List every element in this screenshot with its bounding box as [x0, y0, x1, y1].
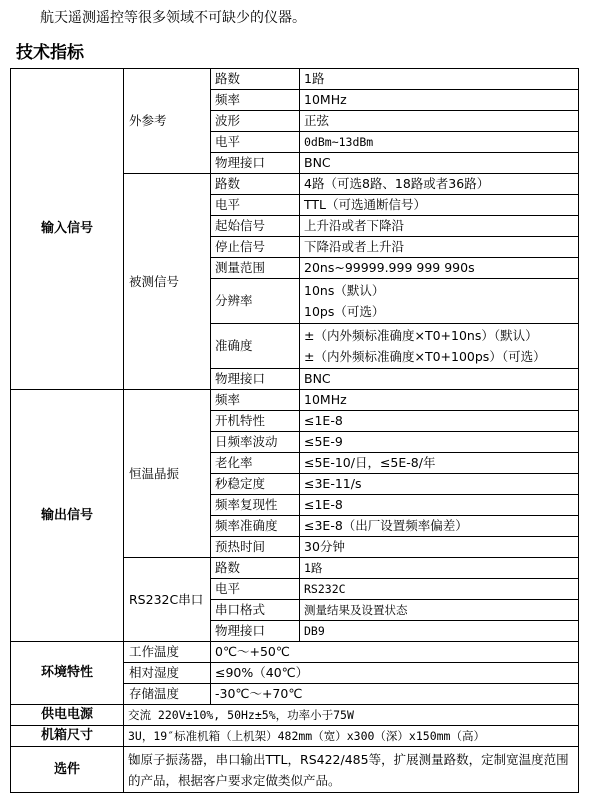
param-value: ≤5E-9	[300, 432, 579, 453]
section-title: 技术指标	[16, 43, 84, 63]
param-value: ≤3E-8（出厂设置频率偏差）	[300, 516, 579, 537]
param-name: 存储温度	[124, 684, 211, 705]
param-value: -30℃～+70℃	[211, 684, 579, 705]
param-name: 路数	[211, 174, 300, 195]
param-value: BNC	[300, 153, 579, 174]
param-value: DB9	[300, 621, 579, 642]
param-name: 准确度	[211, 324, 300, 369]
param-name: 老化率	[211, 453, 300, 474]
table-row	[11, 726, 579, 747]
param-name: 电平	[211, 195, 300, 216]
table-row	[11, 642, 579, 663]
subgroup-label-ext-ref: 外参考	[124, 69, 211, 174]
param-value: 1路	[300, 69, 579, 90]
param-value	[300, 324, 579, 369]
param-value: 30分钟	[300, 537, 579, 558]
param-value: 20ns~99999.999 999 990s	[300, 258, 579, 279]
param-name: 串口格式	[211, 600, 300, 621]
chassis-value: 3U，19″标准机箱（上机架）482mm（宽）x300（深）x150mm（高）	[124, 726, 579, 747]
param-value: ≤1E-8	[300, 411, 579, 432]
group-label-chassis: 机箱尺寸	[11, 726, 124, 747]
param-name: 物理接口	[211, 153, 300, 174]
param-value: 下降沿或者上升沿	[300, 237, 579, 258]
param-value-line: 10ps（可选）	[304, 304, 385, 319]
param-value: 测量结果及设置状态	[300, 600, 579, 621]
param-name: 预热时间	[211, 537, 300, 558]
group-label-output: 输出信号	[11, 390, 124, 642]
param-value-line: 10ns（默认）	[304, 283, 385, 298]
param-name: 日频率波动	[211, 432, 300, 453]
param-name: 频率准确度	[211, 516, 300, 537]
param-name: 工作温度	[124, 642, 211, 663]
subgroup-label-ocxo: 恒温晶振	[124, 390, 211, 558]
group-label-input: 输入信号	[11, 69, 124, 390]
param-value: 10MHz	[300, 390, 579, 411]
param-name: 物理接口	[211, 621, 300, 642]
param-value: 0dBm~13dBm	[300, 132, 579, 153]
param-value-line: ±（内外频标准确度×T0+10ns）（默认）	[304, 328, 538, 343]
table-row	[11, 705, 579, 726]
param-name: 相对湿度	[124, 663, 211, 684]
param-name: 频率	[211, 90, 300, 111]
param-name: 分辨率	[211, 279, 300, 324]
param-value: TTL（可选通断信号）	[300, 195, 579, 216]
spec-table	[10, 68, 579, 793]
options-value: 铷原子振荡器，串口输出TTL，RS422/485等，扩展测量路数，定制宽温度范围的产品，根据客户要求定做类似产品。	[124, 747, 579, 793]
param-name: 物理接口	[211, 369, 300, 390]
param-name: 测量范围	[211, 258, 300, 279]
param-value	[300, 279, 579, 324]
param-name: 路数	[211, 69, 300, 90]
param-name: 频率复现性	[211, 495, 300, 516]
param-value-line: ±（内外频标准确度×T0+100ps）（可选）	[304, 349, 546, 364]
subgroup-label-measured: 被测信号	[124, 174, 211, 390]
group-label-environment: 环境特性	[11, 642, 124, 705]
table-row	[11, 390, 579, 411]
param-name: 电平	[211, 132, 300, 153]
param-value: 上升沿或者下降沿	[300, 216, 579, 237]
intro-text: 航天遥测遥控等很多领域不可缺少的仪器。	[40, 10, 306, 26]
param-value: ≤3E-11/s	[300, 474, 579, 495]
table-row	[11, 747, 579, 793]
param-value: 正弦	[300, 111, 579, 132]
param-name: 波形	[211, 111, 300, 132]
param-name: 频率	[211, 390, 300, 411]
param-value: ≤1E-8	[300, 495, 579, 516]
param-value: 10MHz	[300, 90, 579, 111]
param-value: 4路（可选8路、18路或者36路）	[300, 174, 579, 195]
param-value: BNC	[300, 369, 579, 390]
param-name: 起始信号	[211, 216, 300, 237]
param-value: 0℃～+50℃	[211, 642, 579, 663]
power-value: 交流 220V±10%, 50Hz±5%，功率小于75W	[124, 705, 579, 726]
param-value: ≤90%（40℃）	[211, 663, 579, 684]
param-name: 开机特性	[211, 411, 300, 432]
param-name: 电平	[211, 579, 300, 600]
param-value: ≤5E-10/日，≤5E-8/年	[300, 453, 579, 474]
param-name: 秒稳定度	[211, 474, 300, 495]
param-value: RS232C	[300, 579, 579, 600]
group-label-power: 供电电源	[11, 705, 124, 726]
param-name: 停止信号	[211, 237, 300, 258]
group-label-options: 选件	[11, 747, 124, 793]
param-name: 路数	[211, 558, 300, 579]
table-row	[11, 69, 579, 90]
param-value: 1路	[300, 558, 579, 579]
subgroup-label-rs232: RS232C串口	[124, 558, 211, 642]
